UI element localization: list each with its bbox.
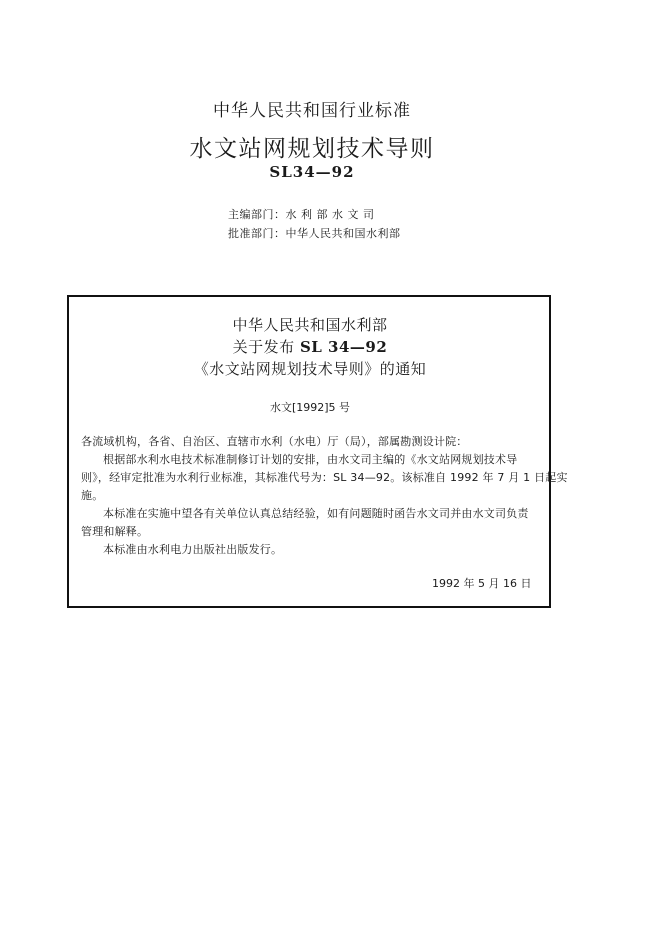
notice-body <box>81 433 568 559</box>
approver-department: 批准部门：中华人民共和国水利部 <box>228 227 401 240</box>
notice-paragraph-line: 根据部水利水电技术标准制修订计划的安排，由水文司主编的《水文站网规划技术导 <box>103 453 518 466</box>
notice-addressee: 各流域机构，各省、自治区、直辖市水利（水电）厅（局），部属勘测设计院： <box>81 435 468 448</box>
notice-paragraph-line: 施。 <box>81 489 104 502</box>
editor-department: 主编部门：水 利 部 水 文 司 <box>228 208 375 221</box>
notice-issue-code: SL 34—92 <box>299 338 388 356</box>
notice-doc-number: 水文[1992]5 号 <box>269 401 351 414</box>
standard-category: 中华人民共和国行业标准 <box>213 101 411 121</box>
notice-paragraph-line: 管理和解释。 <box>81 525 149 538</box>
notice-paragraph-line: 本标准在实施中望各有关单位认真总结经验，如有问题随时函告水文司并由水文司负责 <box>103 507 529 520</box>
notice-title: 《水文站网规划技术导则》的通知 <box>193 360 427 378</box>
notice-issue-prefix: 关于发布 <box>232 338 300 356</box>
standard-code: SL34—92 <box>269 163 355 181</box>
notice-paragraph-line: 本标准由水利电力出版社出版发行。 <box>103 543 283 556</box>
notice-ministry: 中华人民共和国水利部 <box>232 316 388 334</box>
notice-issue-line <box>0 336 620 357</box>
document-title: 水文站网规划技术导则 <box>189 136 435 162</box>
notice-date: 1992 年 5 月 16 日 <box>432 577 532 590</box>
notice-paragraph-line: 则》，经审定批准为水利行业标准，其标准代号为：SL 34—92。该标准自 1992 年 7 月 1 日起实 <box>81 471 568 484</box>
